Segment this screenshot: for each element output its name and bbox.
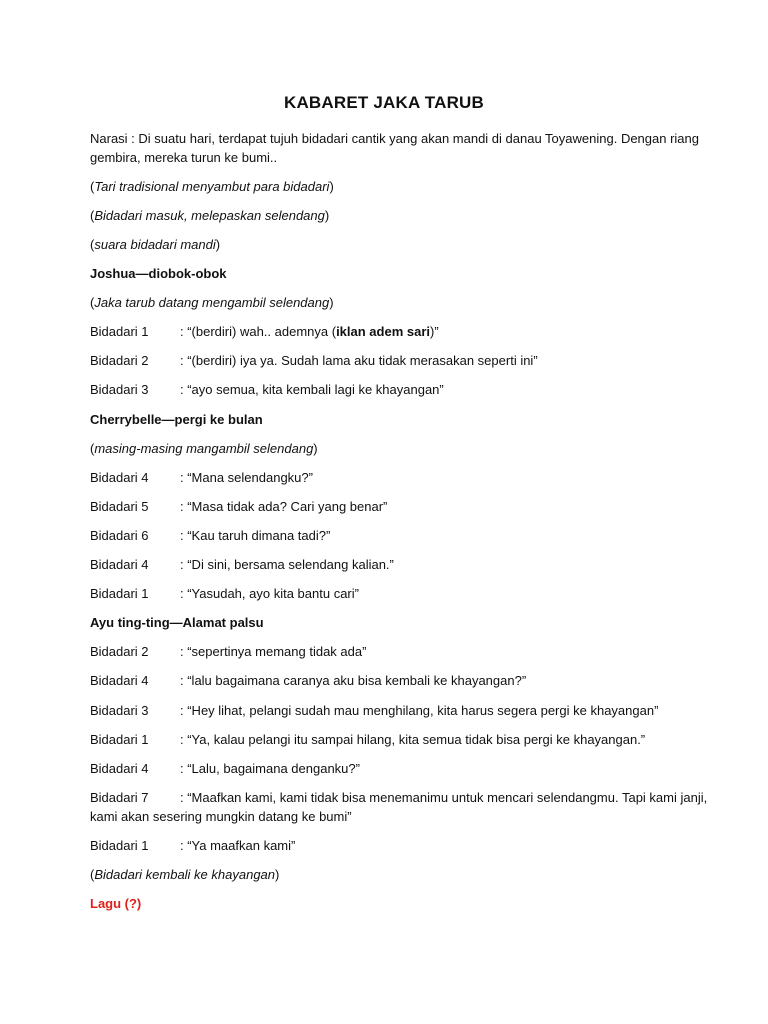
dialog-line — [90, 584, 708, 603]
dialog-text: : “Ya, kalau pelangi itu sampai hilang, kita semua tidak bisa pergi ke khayangan.” — [180, 732, 646, 747]
speaker-name: Bidadari 4 — [90, 470, 149, 485]
dialog-line — [90, 497, 708, 516]
narration-text: Di suatu hari, terdapat tujuh bidadari cantik yang akan mandi di danau Toyawening. Dengan riang gembira, mereka turun ke bumi.. — [90, 131, 699, 165]
speaker-name: Bidadari 3 — [90, 703, 149, 718]
stage-direction: (masing-masing mangambil selendang) — [90, 441, 318, 456]
dialog-text: : “ayo semua, kita kembali lagi ke khayangan” — [180, 382, 444, 397]
speaker-name: Bidadari 3 — [90, 382, 149, 397]
dialog-text: : “Kau taruh dimana tadi?” — [180, 528, 331, 543]
dialog-line — [90, 759, 708, 778]
speaker-name: Bidadari 4 — [90, 557, 149, 572]
dialog-line — [90, 671, 708, 690]
dialog-line — [90, 788, 708, 826]
stage-direction-text: Bidadari masuk, melepaskan selendang — [94, 208, 325, 223]
speaker-name: Bidadari 1 — [90, 732, 149, 747]
dialog-text: : “Maafkan kami, kami tidak bisa menemanimu untuk mencari selendangmu. Tapi kami janji, kami akan sesering mungkin datang ke bumi” — [90, 790, 708, 824]
narration — [90, 129, 708, 167]
dialog-line — [90, 642, 708, 661]
dialog-line — [90, 836, 708, 855]
speaker-name: Bidadari 2 — [90, 353, 149, 368]
stage-direction-text: Bidadari kembali ke khayangan — [94, 867, 276, 882]
dialog-line — [90, 555, 708, 574]
speaker-name: Bidadari 2 — [90, 644, 149, 659]
narration-label: Narasi : — [90, 131, 135, 146]
dialog-text: : “sepertinya memang tidak ada” — [180, 644, 367, 659]
dialog-line — [90, 322, 708, 341]
dialog-text: : “Hey lihat, pelangi sudah mau menghilang, kita harus segera pergi ke khayangan” — [180, 703, 659, 718]
dialog-text: : “Mana selendangku?” — [180, 470, 313, 485]
dialog-line — [90, 730, 708, 749]
stage-direction: (suara bidadari mandi) — [90, 237, 221, 252]
dialog-text: : “Yasudah, ayo kita bantu cari” — [180, 586, 359, 601]
speaker-name: Bidadari 7 — [90, 790, 149, 805]
song-cue: Joshua—diobok-obok — [90, 266, 227, 281]
dialog-text: : “(berdiri) iya ya. Sudah lama aku tidak merasakan seperti ini” — [180, 353, 538, 368]
stage-direction-text: Tari tradisional menyambut para bidadari — [94, 179, 330, 194]
dialog-text: : “Di sini, bersama selendang kalian.” — [180, 557, 394, 572]
stage-direction-text: suara bidadari mandi — [94, 237, 216, 252]
speaker-name: Bidadari 5 — [90, 499, 149, 514]
dialog-text: : “Ya maafkan kami” — [180, 838, 296, 853]
speaker-name: Bidadari 4 — [90, 761, 149, 776]
stage-direction-text: masing-masing mangambil selendang — [94, 441, 314, 456]
dialog-text: : “Masa tidak ada? Cari yang benar” — [180, 499, 388, 514]
document-title: KABARET JAKA TARUB — [283, 93, 485, 112]
song-cue: Cherrybelle—pergi ke bulan — [90, 412, 263, 427]
stage-direction: (Bidadari kembali ke khayangan) — [90, 867, 280, 882]
dialog-line — [90, 351, 708, 370]
dialog-text: : “Lalu, bagaimana denganku?” — [180, 761, 360, 776]
dialog-text: : “(berdiri) wah.. ademnya ( — [180, 324, 337, 339]
stage-direction: (Bidadari masuk, melepaskan selendang) — [90, 208, 330, 223]
speaker-name: Bidadari 6 — [90, 528, 149, 543]
song-cue-unknown: Lagu (?) — [90, 896, 142, 911]
stage-direction-text: Jaka tarub datang mengambil selendang — [94, 295, 330, 310]
dialog-line — [90, 526, 708, 545]
stage-direction: (Tari tradisional menyambut para bidadari) — [90, 179, 334, 194]
song-cue: Ayu ting-ting—Alamat palsu — [90, 615, 264, 630]
speaker-name: Bidadari 1 — [90, 586, 149, 601]
dialog-text-end: )” — [430, 324, 439, 339]
stage-direction: (Jaka tarub datang mengambil selendang) — [90, 295, 334, 310]
dialog-emphasis: iklan adem sari — [336, 324, 431, 339]
dialog-line — [90, 701, 708, 720]
dialog-line — [90, 468, 708, 487]
speaker-name: Bidadari 4 — [90, 673, 149, 688]
dialog-line — [90, 380, 708, 399]
dialog-text: : “lalu bagaimana caranya aku bisa kembali ke khayangan?” — [180, 673, 527, 688]
speaker-name: Bidadari 1 — [90, 324, 149, 339]
speaker-name: Bidadari 1 — [90, 838, 149, 853]
